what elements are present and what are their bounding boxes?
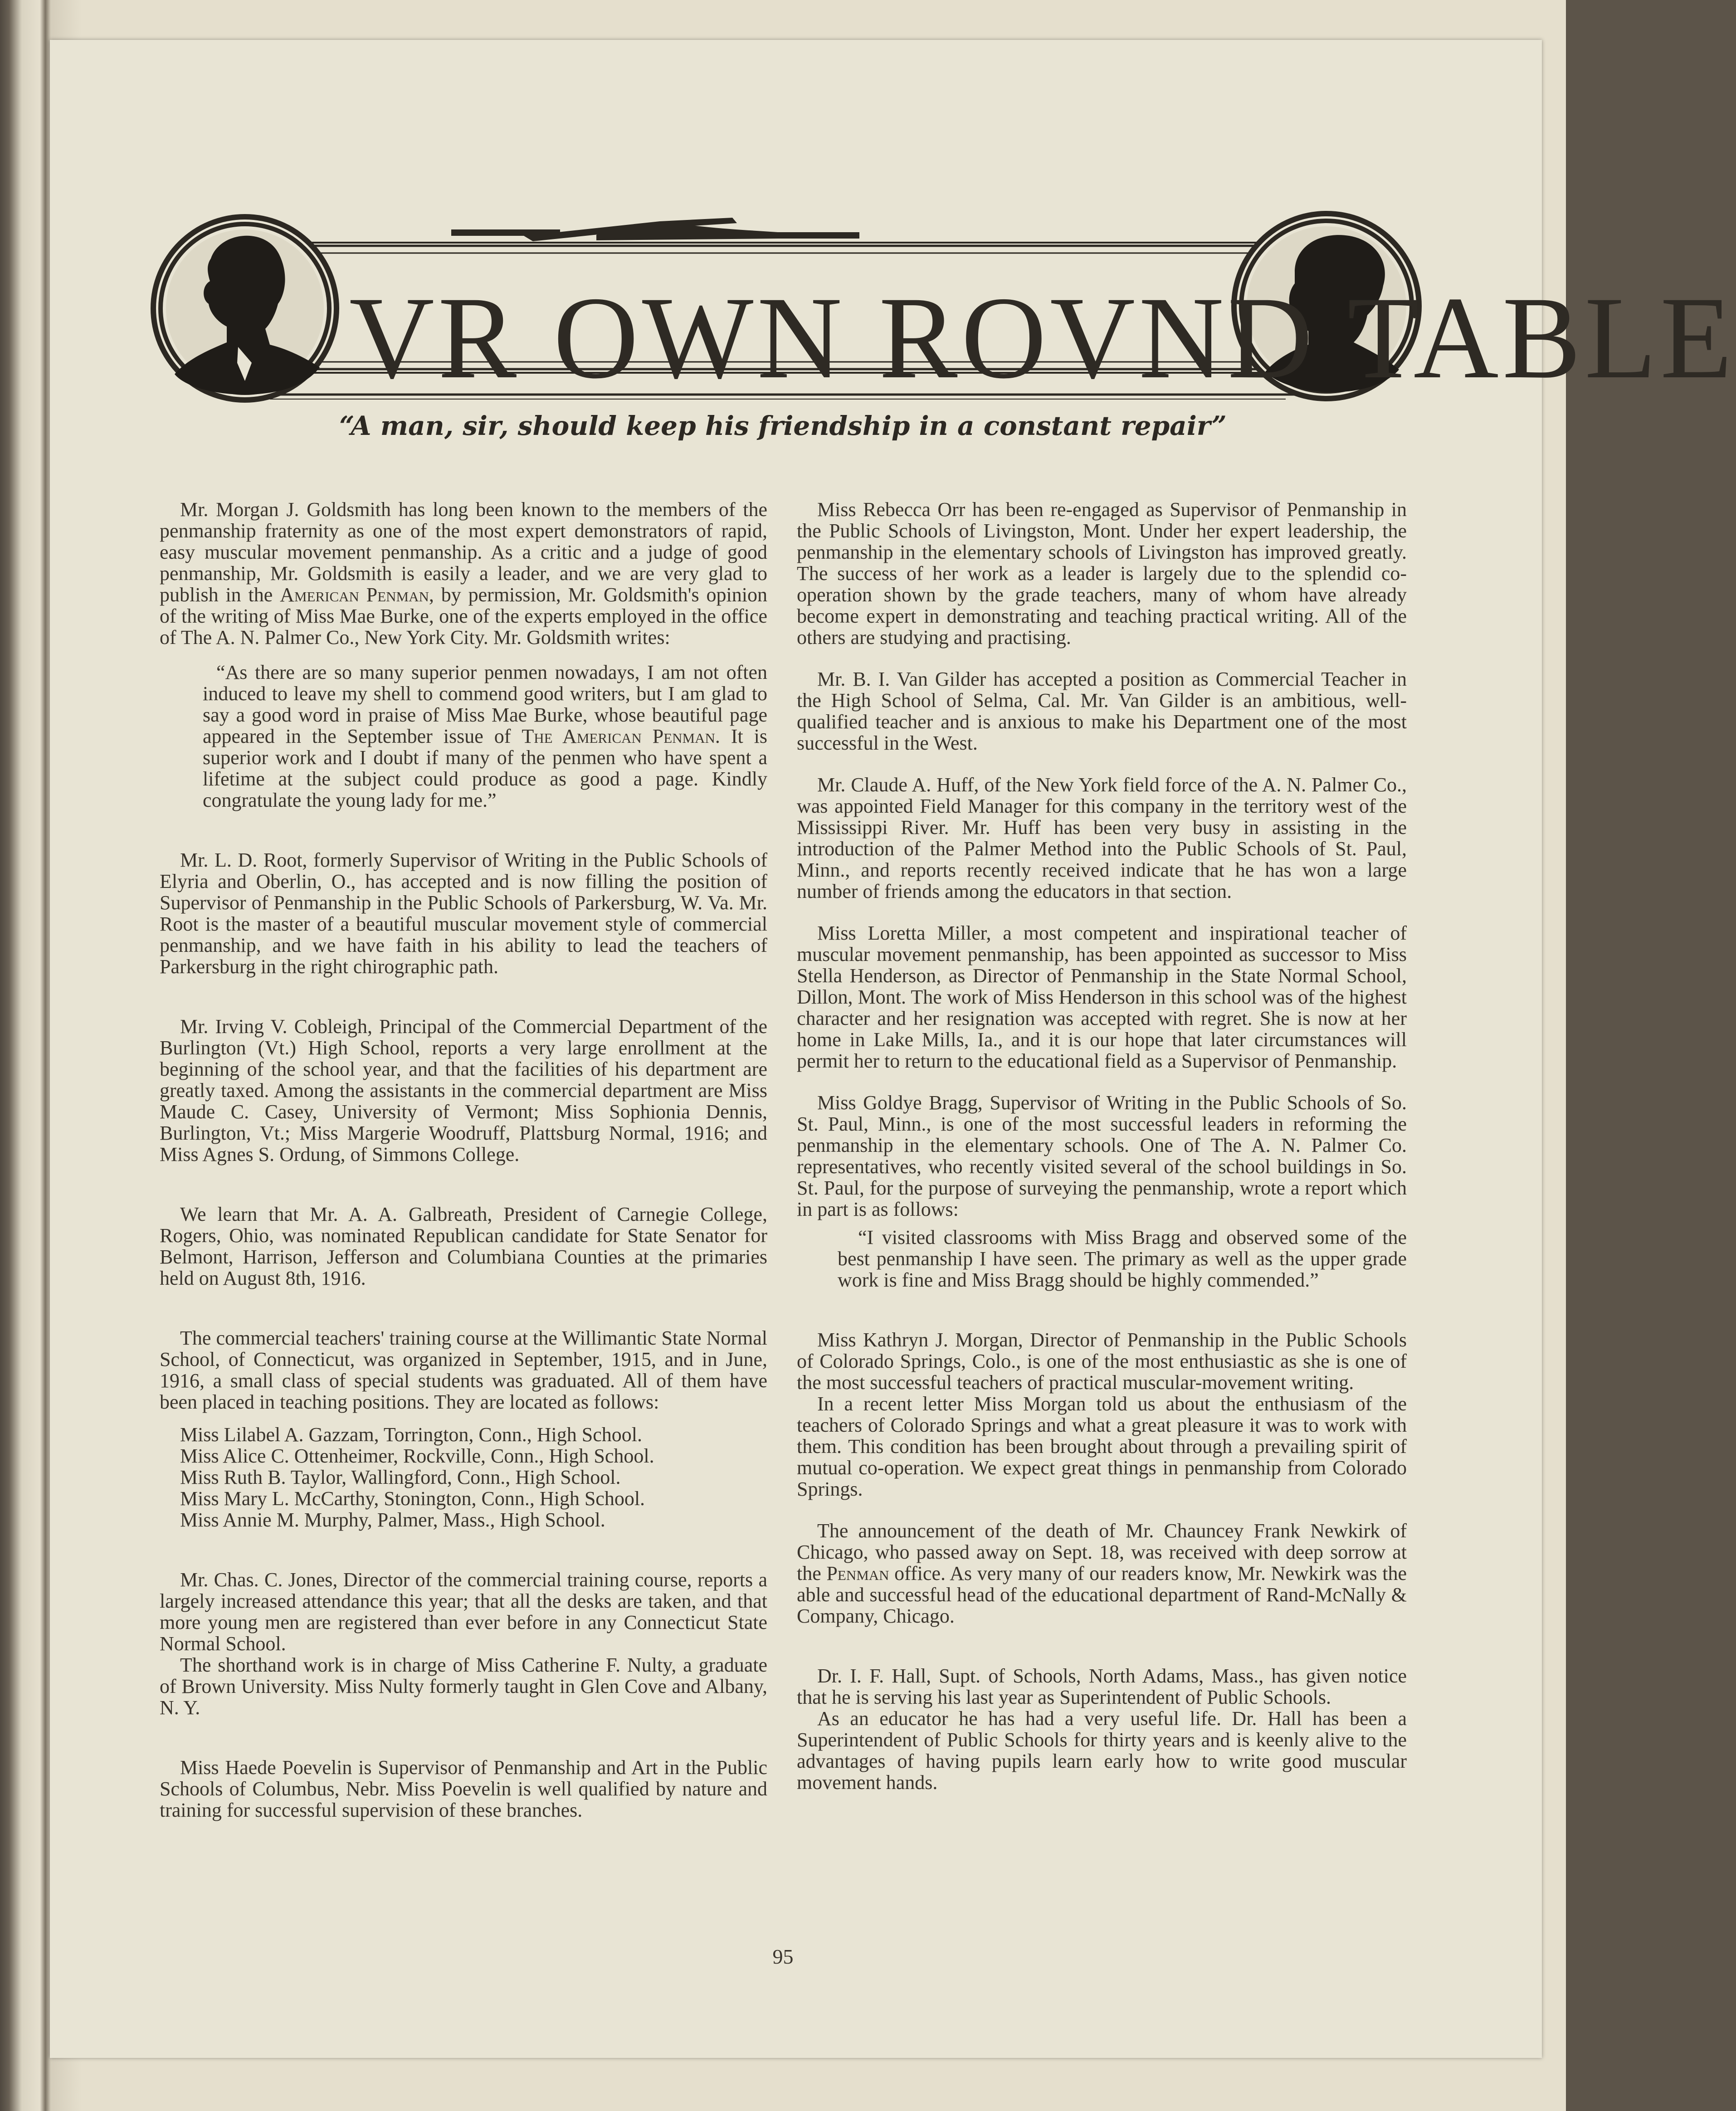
page-number: 95 bbox=[772, 1945, 794, 1968]
list-item: Miss Alice C. Ottenheimer, Rockville, Conn., High School. bbox=[180, 1445, 654, 1467]
bragg-quote: “I visited classrooms with Miss Bragg and observed some of the best penmanship I have seen. The primary as well as the upper grade work is fine and Miss Bragg should be highly commended.” bbox=[838, 1226, 1407, 1291]
paragraph: Miss Loretta Miller, a most competent and inspirational teacher of muscular movement penmanship, has been appointed as successor to Miss Stella Henderson, as Director of Penmanship in the State Normal School, Dillon, Mont. The work of Miss Henderson in this school was of the highest character and her resignation was accepted with regret. She is now at her home in Lake Mills, Ia., and it is our hope that later circumstances will permit her to return to the educational field as a Supervisor of Penmanship. bbox=[797, 922, 1407, 1072]
paragraph: Mr. Morgan J. Goldsmith has long been known to the members of the penmanship fraternity as one of the most expert demonstrators of rapid, easy muscular movement penmanship. As a critic and a judge of good penmanship, Mr. Goldsmith is easily a leader, and we are very glad to publish in the American Penman, by permission, Mr. Goldsmith's opinion of the writing of Miss Mae Burke, one of the experts employed in the office of The A. N. Palmer Co., New York City. Mr. Goldsmith writes: bbox=[160, 498, 768, 648]
paragraph: The commercial teachers' training course at the Willimantic State Normal School, of Connecticut, was organized in September, 1915, and in June, 1916, a small class of special students was graduated. All of them have been placed in teaching positions. They are located as follows: bbox=[160, 1327, 767, 1413]
journal-name: Penman bbox=[826, 1562, 889, 1584]
list-item: Miss Lilabel A. Gazzam, Torrington, Conn., High School. bbox=[180, 1424, 643, 1446]
paragraph: Dr. I. F. Hall, Supt. of Schools, North Adams, Mass., has given notice that he is serving his last year as Superintendent of Public Schools. bbox=[797, 1665, 1407, 1708]
paragraph: Miss Goldye Bragg, Supervisor of Writing in the Public Schools of So. St. Paul, Minn., is one of the most successful leaders in reforming the penmanship in the elementary schools. One of The A. N. Palmer Co. representatives, who recently visited several of the school buildings in So. St. Paul, for the purpose of surveying the penmanship, wrote a report which in part is as follows: bbox=[797, 1092, 1407, 1220]
motto: “A man, sir, should keep his friendship in a constant repair” bbox=[339, 410, 1227, 441]
paragraph: Mr. L. D. Root, formerly Supervisor of Writing in the Public Schools of Elyria and Oberlin, O., has accepted and is now filling the position of Supervisor of Penmanship in the Public Schools of Parkersburg, W. Va. Mr. Root is the master of a beautiful muscular movement style of commercial penmanship, and we have faith in his ability to lead the teachers of Parkersburg in the right chirographic path. bbox=[160, 849, 767, 978]
paragraph: Mr. B. I. Van Gilder has accepted a position as Commercial Teacher in the High School of Selma, Cal. Mr. Van Gilder is an ambitious, well-qualified teacher and is anxious to make his Department one of the most successful in the West. bbox=[797, 668, 1407, 754]
paragraph: Miss Kathryn J. Morgan, Director of Penmanship in the Public Schools of Colorado Springs, Colo., is one of the most enthusiastic as she is one of the most successful teachers of practical muscular-movement writing. bbox=[797, 1329, 1407, 1394]
list-item: Miss Mary L. McCarthy, Stonington, Conn., High School. bbox=[180, 1487, 645, 1510]
paragraph: As an educator he has had a very useful life. Dr. Hall has been a Superintendent of Public Schools for thirty years and is keenly alive to the advantages of having pupils learn early how to write good muscular movement hands. bbox=[797, 1707, 1407, 1794]
journal-name: American Penman bbox=[280, 584, 429, 606]
list-item: Miss Ruth B. Taylor, Wallingford, Conn., High School. bbox=[180, 1466, 621, 1488]
masthead bbox=[134, 168, 1736, 422]
paragraph: Mr. Irving V. Cobleigh, Principal of the Commercial Department of the Burlington (Vt.) High School, reports a very large enrollment at the beginning of the school year, and that the facilities of his department are greatly taxed. Among the assistants in the commercial department are Miss Maude C. Casey, University of Vermont; Miss Sophionia Dennis, Burlington, Vt.; Miss Margerie Woodruff, Plattsburg Normal, 1916; and Miss Agnes S. Ordung, of Simmons College. bbox=[160, 1015, 767, 1165]
paragraph: The announcement of the death of Mr. Chauncey Frank Newkirk of Chicago, who passed away on Sept. 18, was received with deep sorrow at the Penman office. As very many of our readers know, Mr. Newkirk was the able and successful head of the educational department of Rand-McNally & Company, Chicago. bbox=[797, 1520, 1407, 1627]
pen-ornament bbox=[451, 218, 859, 241]
graduate-list bbox=[160, 1424, 767, 1531]
left-column bbox=[160, 499, 767, 1821]
paragraph: Miss Rebecca Orr has been re-engaged as Supervisor of Penmanship in the Public Schools of Livingston, Mont. Under her expert leadership, the penmanship in the elementary schools of Livingston has improved greatly. The success of her work as a leader is largely due to the splendid co-operation shown by the grade teachers, many of whom have already become expert in demonstrating and teaching practical writing. All of the others are studying and practising. bbox=[797, 498, 1407, 648]
paragraph: The shorthand work is in charge of Miss Catherine F. Nulty, a graduate of Brown University. Miss Nulty formerly taught in Glen Cove and Albany, N. Y. bbox=[160, 1654, 767, 1719]
journal-name: The American Penman bbox=[522, 725, 715, 747]
paragraph: Mr. Chas. C. Jones, Director of the commercial training course, reports a largely increased attendance this year; that all the desks are taken, and that more young men are registered than ever before in any Connecticut State Normal School. bbox=[160, 1569, 767, 1655]
paragraph: Mr. Claude A. Huff, of the New York field force of the A. N. Palmer Co., was appointed Field Manager for this company in the territory west of the Mississippi River. Mr. Huff has been very busy in assisting in the introduction of the Palmer Method into the Public Schools of St. Paul, Minn., and reports recently received indicate that he has won a large number of friends among the educators in that section. bbox=[797, 774, 1407, 902]
paragraph: We learn that Mr. A. A. Galbreath, President of Carnegie College, Rogers, Ohio, was nominated Republican candidate for State Senator for Belmont, Harrison, Jefferson and Columbiana Counties at the primaries held on August 8th, 1916. bbox=[160, 1203, 767, 1289]
goldsmith-quote: “As there are so many superior penmen nowadays, I am not often induced to leave my shell to commend good writers, but I am glad to say a good word in praise of Miss Mae Burke, whose beautiful page appeared in the September issue of The American Penman. It is superior work and I doubt if many of the penmen who have spent a lifetime at the subject could produce as good a page. Kindly congratulate the young lady for me.” bbox=[203, 661, 767, 811]
paragraph: In a recent letter Miss Morgan told us about the enthusiasm of the teachers of Colorado Springs and what a great pleasure it was to work with them. This condition has been brought about through a prevailing spirit of mutual co-operation. We expect great things in penmanship from Colorado Springs. bbox=[797, 1393, 1407, 1500]
right-column bbox=[797, 499, 1407, 1793]
paragraph: Miss Haede Poevelin is Supervisor of Penmanship and Art in the Public Schools of Columbus, Nebr. Miss Poevelin is well qualified by nature and training for successful supervision of these branches. bbox=[160, 1756, 767, 1821]
list-item: Miss Annie M. Murphy, Palmer, Mass., High School. bbox=[180, 1509, 605, 1531]
left-portrait-medallion bbox=[151, 214, 339, 403]
masthead-title: VR OWN ROVND TABLE bbox=[349, 273, 1736, 403]
